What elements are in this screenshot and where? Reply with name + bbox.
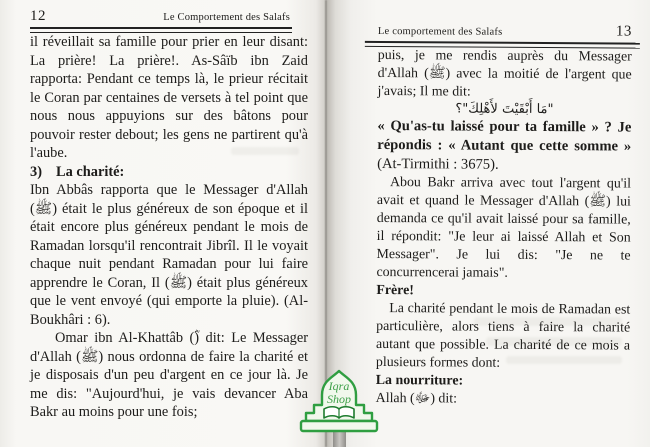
- paragraph: Ibn Abbâs rapporta que le Messager d'Allah (ﷺ) était le plus généreux de son époque et il était encore plus généreux pendant le mois de Ramadan lorsqu'il rencontrait Jibrîl. Il le voyait chaque nuit pendant Ramadan pour lui faire apprendre le Coran, Il (ﷺ) était plus généreux que le vent envoyé (qui emporte la pluie). (Al-Boukhâri : 6).: [30, 182, 308, 328]
- hadith-translation-text: « Qu'as-tu laissé pour ta famille » ? Je répondis : « Autant que cette somme »: [377, 117, 632, 155]
- svg-text:Iqra: Iqra: [328, 379, 350, 393]
- hadith-translation: [377, 117, 631, 176]
- left-page-header: [30, 8, 308, 25]
- arabic-hadith-quote: "مَا أَبْقَيْتَ لأَهْلِكَ"؟: [455, 101, 554, 118]
- left-page: [0, 0, 322, 447]
- right-page-number: 13: [615, 23, 632, 40]
- left-page-number: 12: [30, 8, 46, 24]
- section-title: La charité:: [56, 163, 125, 180]
- paragraph: puis, je me rendis auprès du Messager d'Allah (ﷺ) avec la moitié de l'argent que j'avais; Il me dit:: [377, 47, 632, 100]
- iqra-shop-logo: [296, 369, 382, 447]
- hadith-reference: (At-Tirmithi : 3675).: [377, 155, 499, 173]
- section-number: 3): [30, 163, 42, 180]
- paragraph: Omar ibn Al-Khattâb (ؓ) dit: Le Messager d'Allah (ﷺ) nous ordonna de faire la charité et je disposais d'un peu d'argent en ce jour là. Je me dis: "Aujourd'hui, je vais devancer Aba Bakr au moins pour une fois;: [30, 330, 308, 420]
- right-running-title: Le comportement des Salafs: [377, 25, 503, 38]
- open-book-icon: [324, 407, 354, 418]
- left-running-title: Le Comportement des Salafs: [163, 12, 290, 23]
- svg-text:Shop: Shop: [327, 392, 351, 406]
- paragraph: il réveillait sa famille pour prier en leur disant: La prière! La prière!. As-Sâïb ibn Zaid rapporta: Pendant ce temps là, le prieur récitait le Coran par centaines de versets à tel point que nous nous appuyions sur des bâtons pour pouvoir rester debout; les gens ne partirent qu'à l'aube.: [30, 34, 308, 161]
- watermark-text: [327, 379, 351, 406]
- subheading: La nourriture:: [375, 372, 464, 389]
- section-heading: [30, 163, 308, 182]
- bleed-through-mark: [474, 317, 622, 326]
- right-page-header: [378, 22, 632, 41]
- paragraph: Allah (ﷻ) dit:: [375, 390, 458, 407]
- left-page-body: [30, 33, 308, 422]
- bleed-through-mark: [486, 337, 622, 346]
- bleed-through-mark: [231, 147, 299, 155]
- paragraph: La charité pendant le mois de Ramadan est particulière, alors tiens à faire la charité autant que possible. La charité de ce mois a plusieurs formes dont:: [375, 301, 631, 371]
- paragraph: Abou Bakr arriva avec tout l'argent qu'il avait et quand le Messager d'Allah (ﷺ) lui demanda ce qu'il avait laissé pour sa famille, il répondit: "Je leur ai laissé Allah et Son Messager". Je lui dis: "Je ne te concurrencerai jamais".: [376, 175, 632, 281]
- exclamation-heading: Frère!: [376, 282, 414, 299]
- bleed-through-mark: [506, 356, 622, 364]
